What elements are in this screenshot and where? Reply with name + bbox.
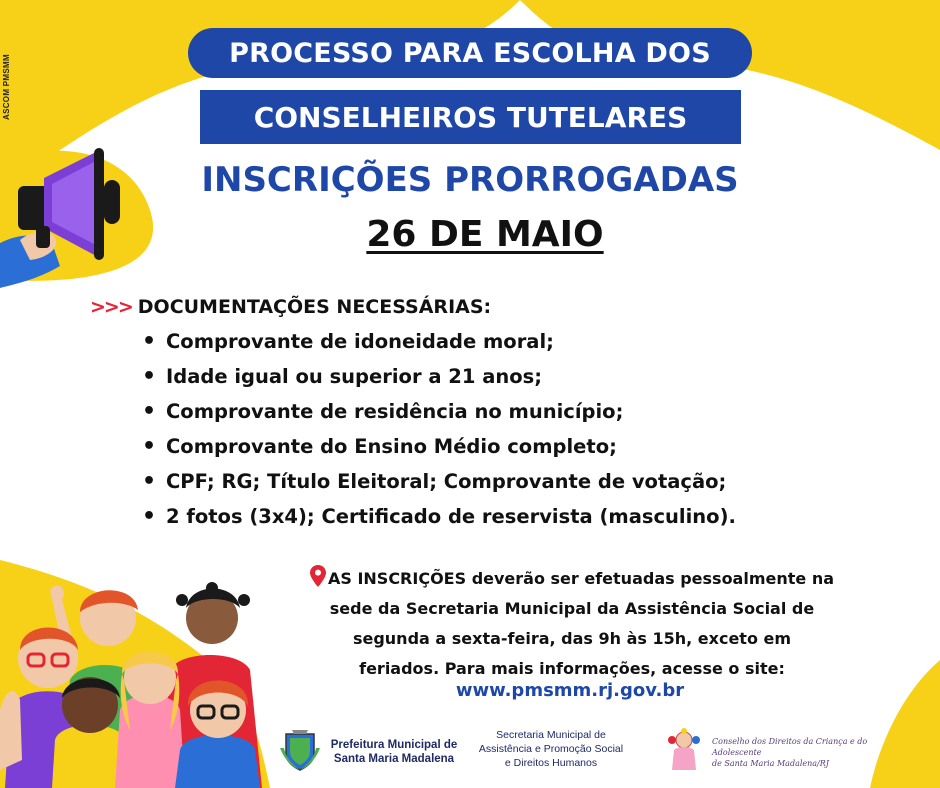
org1-line-1: Prefeitura Municipal de bbox=[330, 739, 458, 751]
deadline-date: 26 DE MAIO bbox=[366, 214, 604, 255]
title-line-1: PROCESSO PARA ESCOLHA DOS bbox=[188, 28, 752, 78]
info-line-2: sede da Secretaria Municipal da Assistência Social de bbox=[329, 599, 815, 618]
org3-name bbox=[712, 736, 912, 769]
title-line-2: CONSELHEIROS TUTELARES bbox=[200, 90, 741, 144]
org1-name bbox=[326, 738, 462, 766]
megaphone-icon bbox=[0, 148, 130, 288]
list-item: • Comprovante de residência no município; bbox=[142, 394, 736, 429]
org2-line-2: Assistência e Promoção Social bbox=[478, 743, 624, 755]
documents-heading-text: DOCUMENTAÇÕES NECESSÁRIAS: bbox=[137, 296, 492, 318]
org2-name bbox=[476, 728, 626, 770]
municipal-crest-icon bbox=[278, 728, 322, 772]
org2-line-3: e Direitos Humanos bbox=[504, 757, 598, 769]
org3-line-1: Conselho dos Direitos da Criança e do Adolescente bbox=[712, 737, 868, 757]
list-item: • CPF; RG; Título Eleitoral; Comprovante de votação; bbox=[142, 464, 736, 499]
registration-info bbox=[262, 564, 882, 684]
info-line-1-rest: deverão ser efetuadas pessoalmente na bbox=[466, 569, 835, 588]
council-logo-icon bbox=[662, 728, 706, 772]
org2-line-1: Secretaria Municipal de bbox=[496, 729, 606, 741]
website-link[interactable]: www.pmsmm.rj.gov.br bbox=[455, 680, 685, 701]
list-item: • 2 fotos (3x4); Certificado de reservista (masculino). bbox=[142, 499, 736, 534]
org3-line-2: de Santa Maria Madalena/RJ bbox=[712, 759, 829, 768]
subtitle: INSCRIÇÕES PRORROGADAS bbox=[201, 160, 739, 200]
credit-label: ASCOM PMSMM bbox=[2, 54, 11, 120]
children-illustration bbox=[0, 560, 290, 788]
info-line-4: feriados. Para mais informações, acesse o site: bbox=[359, 659, 785, 678]
documents-heading bbox=[90, 296, 491, 318]
list-item: • Comprovante de idoneidade moral; bbox=[142, 324, 736, 359]
org1-line-2: Santa Maria Madalena bbox=[333, 753, 455, 765]
location-pin-icon bbox=[310, 565, 326, 587]
info-lead: AS INSCRIÇÕES bbox=[327, 569, 467, 588]
info-line-1 bbox=[262, 564, 882, 594]
documents-list bbox=[142, 324, 736, 534]
arrows-marker: >>> bbox=[90, 296, 132, 318]
info-line-3: segunda a sexta-feira, das 9h às 15h, exceto em bbox=[352, 629, 792, 648]
list-item: • Comprovante do Ensino Médio completo; bbox=[142, 429, 736, 464]
list-item: • Idade igual ou superior a 21 anos; bbox=[142, 359, 736, 394]
